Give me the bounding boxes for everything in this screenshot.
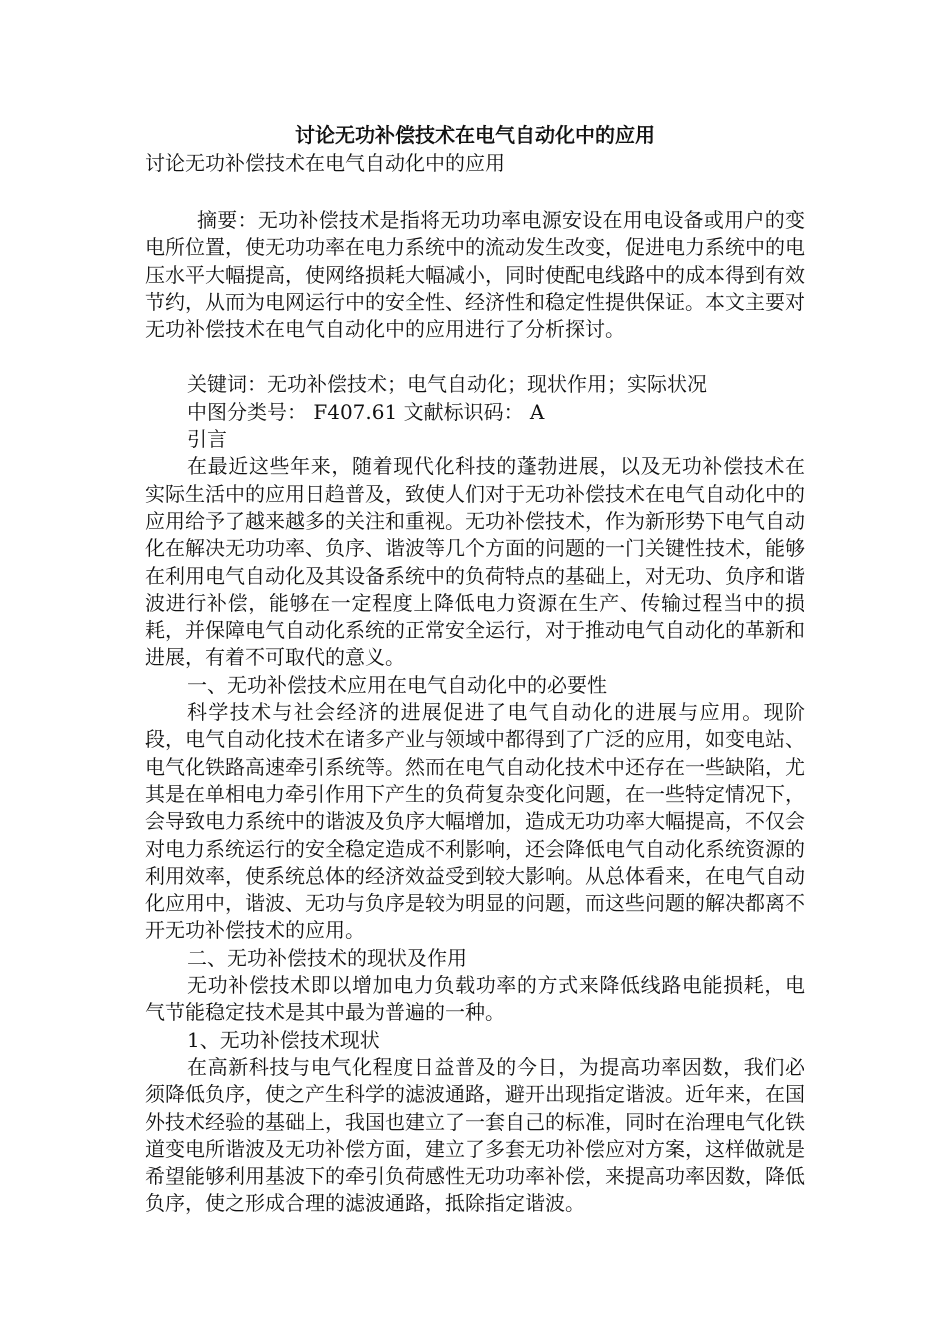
- subsection1-heading: 1、无功补偿技术现状: [187, 1027, 380, 1052]
- intro-paragraph: 在最近这些年来，随着现代化科技的蓬勃进展，以及无功补偿技术在实际生活中的应用日趋普及，致使人们对于无功补偿技术在电气自动化中的应用给予了越来越多的关注和重视。无功补偿技术，作为新形势下电气自动化在解决无功功率、负序、谐波等几个方面的问题的一门关键性技术，能够在利用电气自动化及其设备系统中的负荷特点的基础上，对无功、负序和谐波进行补偿，能够在一定程度上降低电力资源在生产、传输过程当中的损耗，并保障电气自动化系统的正常安全运行，对于推动电气自动化的革新和进展，有着不可取代的意义。: [145, 454, 805, 670]
- section1-paragraph: 科学技术与社会经济的进展促进了电气自动化的进展与应用。现阶段，电气自动化技术在诸多产业与领域中都得到了广泛的应用，如变电站、电气化铁路高速牵引系统等。然而在电气自动化技术中还存在一些缺陷，尤其是在单相电力牵引作用下产生的负荷复杂变化问题，在一些特定情况下，会导致电力系统中的谐波及负序大幅增加，造成无功功率大幅提高，不仅会对电力系统运行的安全稳定造成不利影响，还会降低电气自动化系统资源的利用效率，使系统总体的经济效益受到较大影响。从总体看来，在电气自动化应用中，谐波、无功与负序是较为明显的问题，而这些问题的解决都离不开无功补偿技术的应用。: [145, 700, 805, 943]
- document-title: 讨论无功补偿技术在电气自动化中的应用: [295, 123, 655, 147]
- section1-heading: 一、无功补偿技术应用在电气自动化中的必要性: [187, 672, 607, 697]
- section2-heading: 二、无功补偿技术的现状及作用: [187, 945, 467, 970]
- intro-heading: 引言: [187, 427, 227, 452]
- keywords-line: 关键词：无功补偿技术；电气自动化；现状作用；实际状况: [187, 372, 707, 397]
- document-subtitle: 讨论无功补偿技术在电气自动化中的应用: [145, 151, 505, 175]
- classification-line: 中图分类号： F407.61 文献标识码： A: [187, 399, 545, 424]
- abstract-paragraph: 摘要：无功补偿技术是指将无功功率电源安设在用电设备或用户的变电所位置，使无功功率在电力系统中的流动发生改变，促进电力系统中的电压水平大幅提高，使网络损耗大幅减小，同时使配电线路中的成本得到有效节约，从而为电网运行中的安全性、经济性和稳定性提供保证。本文主要对无功补偿技术在电气自动化中的应用进行了分析探讨。: [145, 208, 805, 342]
- section2-paragraph: 无功补偿技术即以增加电力负载功率的方式来降低线路电能损耗，电气节能稳定技术是其中最为普遍的一种。: [145, 973, 805, 1025]
- spacer: [145, 343, 805, 371]
- document-page: [145, 120, 805, 1218]
- subsection1-paragraph: 在高新科技与电气化程度日益普及的今日，为提高功率因数，我们必须降低负序，使之产生科学的滤波通路，避开出现指定谐波。近年来，在国外技术经验的基础上，我国也建立了一套自己的标准，同时在治理电气化铁道变电所谐波及无功补偿方面，建立了多套无功补偿应对方案，这样做就是希望能够利用基波下的牵引负荷感性无功功率补偿，来提高功率因数，降低负序，使之形成合理的滤波通路，抵除指定谐波。: [145, 1054, 805, 1216]
- spacer: [145, 177, 805, 207]
